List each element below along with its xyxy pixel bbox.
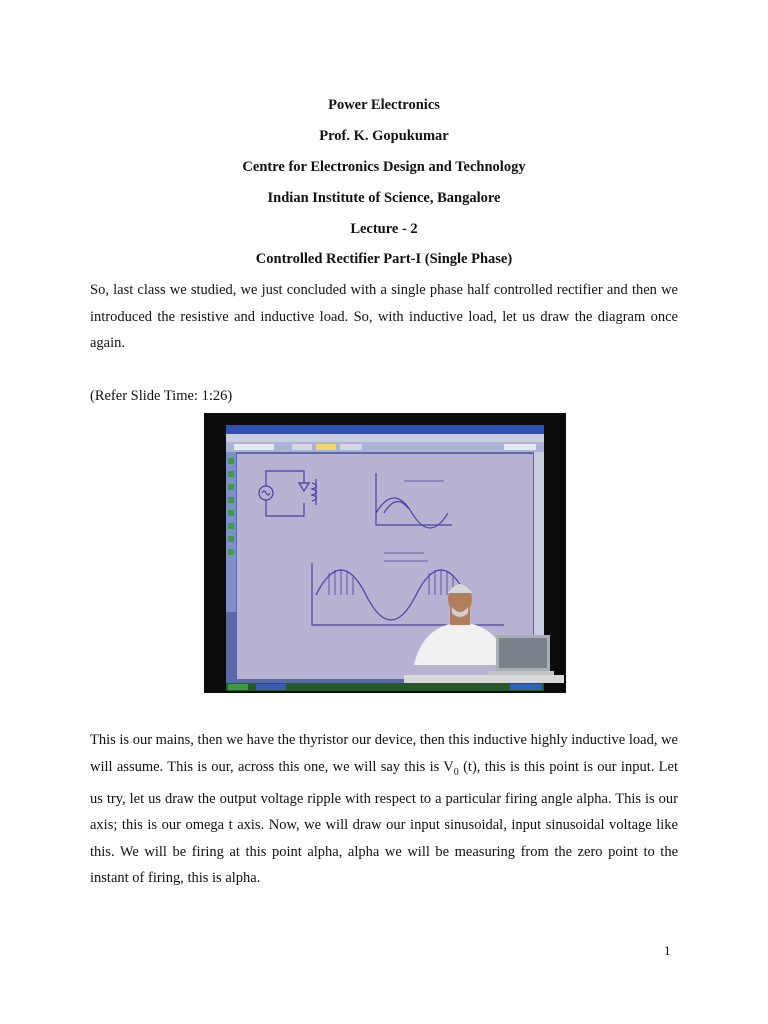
slide-reference: (Refer Slide Time: 1:26) xyxy=(90,388,233,404)
intro-paragraph: So, last class we studied, we just concluded with a single phase half controlled rectifier and then we introduced the resistive and inductive load. So, with inductive load, let us draw the diagram once again. xyxy=(90,282,678,351)
body-paragraph xyxy=(90,727,678,892)
body-paragraph-part1: This is our mains, then we have the thyristor our device, then this inductive highly inductive load, we will assume. This is our, across this one, we will say this is V xyxy=(90,732,678,775)
professor-name: Prof. K. Gopukumar xyxy=(319,128,449,144)
body-paragraph-part2: (t), this is this point is our input. Let us try, let us draw the output voltage ripple with respect to a particular firing angle alpha. This is our axis; this is our omega t axis. Now, we will draw our input sinusoidal, input sinusoidal voltage like this. We will be firing at this point alpha, alpha we will be measuring from the zero point to the instant of firing, this is alpha. xyxy=(90,758,678,887)
lecture-topic: Controlled Rectifier Part-I (Single Phase) xyxy=(255,251,513,267)
course-title: Power Electronics xyxy=(328,97,440,113)
body-paragraph-subscript: 0 xyxy=(453,766,459,778)
page-number: 1 xyxy=(664,943,671,958)
lecture-video-frame xyxy=(204,413,566,693)
lecture-number: Lecture - 2 xyxy=(350,221,418,237)
centre-name: Centre for Electronics Design and Technology xyxy=(242,159,526,175)
institute-name: Indian Institute of Science, Bangalore xyxy=(267,190,501,206)
